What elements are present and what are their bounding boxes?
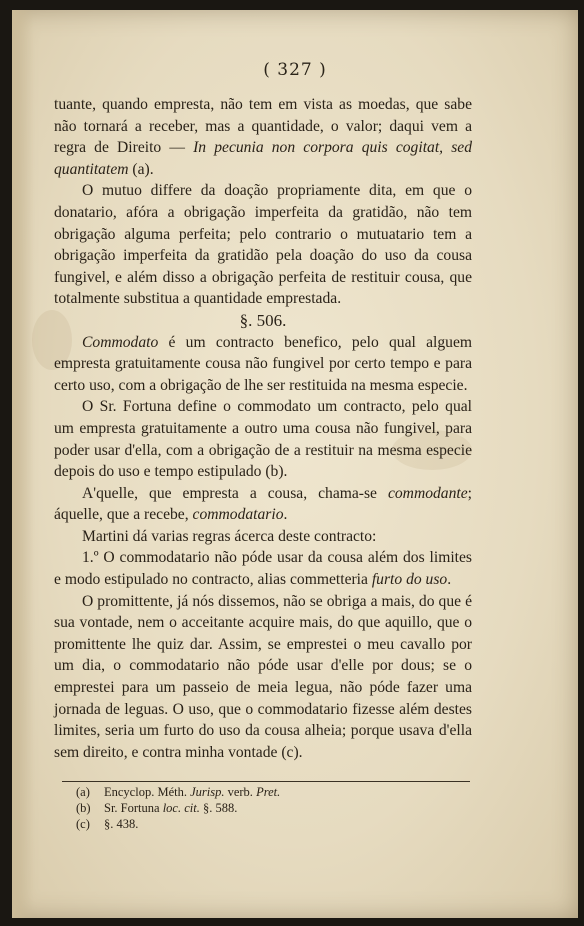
footnotes <box>76 784 476 832</box>
paragraph-8: O promittente, já nós dissemos, não se obriga a mais, do que é sua vontade, nem o acceitante acquire mais, do que aquillo, que o promittente lhe quiz dar. Assim, se emprestei o meu cavallo por um dia, o commodatario não póde usar d'elle por dous; se o emprestei para um passeio de meia legua, não póde fazer uma jornada de leguas. O uso, que o commodatario fizesse além destes limites, seria um furto do uso da cousa alheia; porque usava d'ella sem direito, e contra minha vontade (c). <box>54 592 472 761</box>
section-heading: §. 506. <box>239 310 287 330</box>
paragraph-6: Martini dá varias regras ácerca deste contracto: <box>82 527 377 545</box>
paragraph-1: tuante, quando empresta, não tem em vista as moedas, que sabe não tornará a receber, mas a quantidade, o valor; daqui vem a regra de Direito — In pecunia non corpora quis cogitat, sed quantitatem (a). <box>54 96 472 178</box>
page-number: ( 327 ) <box>263 60 327 80</box>
paragraph-2: O mutuo differe da doação propriamente dita, em que o donatario, afóra a obrigação imperfeita da gratidão, não tem obrigação alguma perfeita; pelo contrario o mutuatario tem a obrigação imperfeita da gratidão pela doação do uso da cousa fungivel, e além disso a obrigação perfeita de restituir cousa, que totalmente substitua a quantidade emprestada. <box>54 182 472 308</box>
footnote: (a) Encyclop. Méth. Jurisp. verb. Pret. <box>76 785 281 799</box>
page-binding-shadow <box>12 10 34 918</box>
paragraph-7: 1.º O commodatario não póde usar da cousa além dos limites e modo estipulado no contracto, alias commetteria furto do uso. <box>54 549 472 589</box>
paragraph-5: A'quelle, que empresta a cousa, chama-se commodante; áquelle, que a recebe, commodatario. <box>54 484 472 524</box>
paragraph-4: O Sr. Fortuna define o commodato um contracto, pelo qual um empresta gratuitamente a outro uma cousa não fungivel, para poder usar d'ella, com a obrigação de a restituir na mesma especie depois do uso e tempo estipulado (b). <box>54 398 472 481</box>
book-page <box>12 10 578 918</box>
paragraph-3: Commodato é um contracto benefico, pelo qual alguem empresta gratuitamente cousa não fungivel por certo tempo e para certo uso, com a obrigação de lhe ser restituida na mesma especie. <box>54 333 472 394</box>
footnote: (c) §. 438. <box>76 817 139 831</box>
page-body <box>54 94 472 763</box>
footnote-divider <box>62 781 470 782</box>
footnote: (b) Sr. Fortuna loc. cit. §. 588. <box>76 801 238 815</box>
